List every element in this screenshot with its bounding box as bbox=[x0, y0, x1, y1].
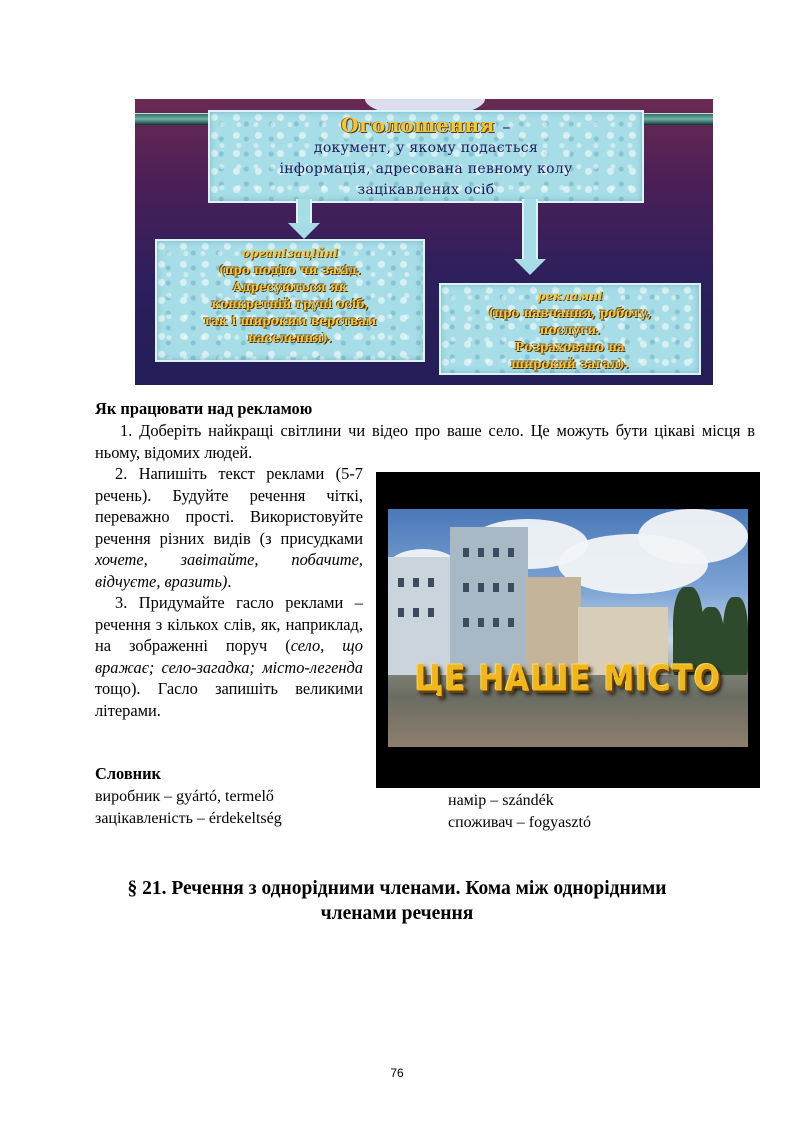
organizational-line: Адресуються як bbox=[232, 280, 348, 294]
organizational-box bbox=[155, 239, 425, 362]
definition-line: інформація, адресована певному колу bbox=[279, 161, 573, 177]
steps-column bbox=[95, 463, 363, 721]
step-3-paragraph: 3. Придумайте гасло реклами – речення з кількох слів, як, наприклад, на зображенні поруч (село, що вражає; село-загадка; місто-легенда тощо). Гасло запишіть великими літерами. bbox=[95, 593, 363, 720]
organizational-type: організаційні bbox=[242, 246, 338, 260]
glossary-entry: зацікавленість – érdekeltség bbox=[95, 809, 282, 827]
city-scene bbox=[388, 509, 748, 747]
glossary-title: Словник bbox=[95, 764, 162, 783]
announcement-diagram bbox=[135, 99, 713, 385]
arrow-down-left-icon bbox=[288, 199, 320, 239]
arrow-down-right-icon bbox=[514, 199, 546, 277]
advertising-line: Розраховано на bbox=[515, 340, 625, 354]
organizational-line: конкретній групі осіб, bbox=[211, 297, 369, 311]
chapter-heading: § 21. Речення з однорідними членами. Кома між однорідними членами речення bbox=[127, 878, 667, 924]
advertising-line: (про навчання, роботу, bbox=[488, 306, 652, 320]
organizational-line: (про подію чи захід. bbox=[218, 263, 362, 277]
advertising-line: послуги. bbox=[539, 323, 601, 337]
advertising-box bbox=[439, 283, 701, 375]
definition-line: документ, у якому подається bbox=[313, 140, 539, 156]
glossary-left-column bbox=[95, 786, 282, 829]
definition-box bbox=[208, 110, 644, 203]
advertising-type: рекламні bbox=[537, 289, 603, 303]
section-heading: Як працювати над рекламою bbox=[95, 399, 313, 418]
glossary-entry: виробник – gyártó, termelő bbox=[95, 788, 274, 805]
step-1-paragraph: 1. Доберіть найкращі світлини чи відео про ваше село. Це можуть бути цікаві місця в ньому, відомих людей. bbox=[95, 421, 755, 462]
diagram-title: Оголошення – bbox=[341, 113, 511, 137]
definition-line: зацікавлених осіб bbox=[357, 182, 495, 198]
organizational-line: так і широким верствам bbox=[203, 314, 377, 328]
glossary-entry: намір – szándék bbox=[448, 792, 554, 809]
step-2-paragraph: 2. Напишіть текст реклами (5-7 речень). Будуйте речення чіткі, переважно прості. Використовуйте речення різних видів (з присудками хочете, завітайте, побачите, відчуєте, вразить). bbox=[95, 464, 363, 591]
advertising-line: широкий загал). bbox=[511, 357, 629, 371]
glossary-entry: споживач – fogyasztó bbox=[448, 813, 591, 831]
page-number: 76 bbox=[390, 1066, 404, 1080]
organizational-line: населення). bbox=[248, 331, 332, 345]
city-photo bbox=[376, 472, 760, 788]
glossary-right-column bbox=[448, 790, 591, 833]
photo-caption: ЦЕ НАШЕ МІСТО bbox=[414, 658, 722, 700]
